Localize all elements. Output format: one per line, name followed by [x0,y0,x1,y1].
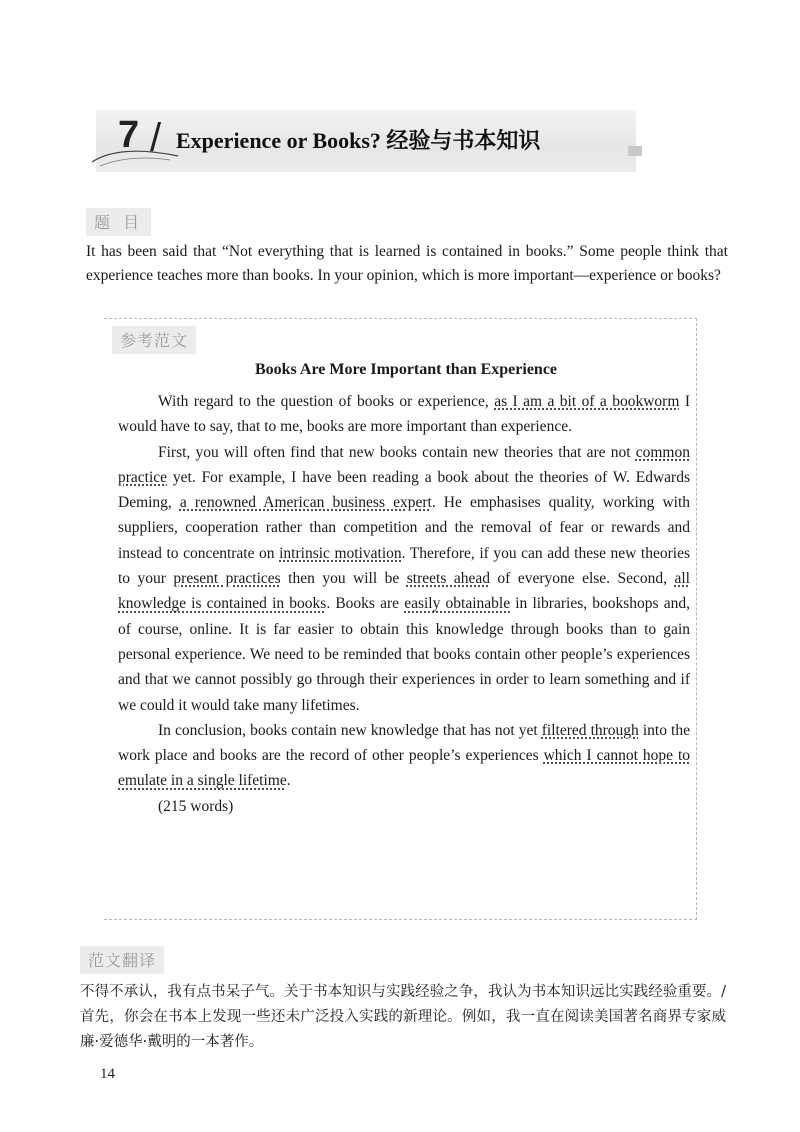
key-phrase: all knowledge is contained in books [118,570,690,613]
key-phrase: as I am a bit of a bookworm [494,393,680,410]
word-count: (215 words) [158,797,234,815]
translation-text: 不得不承认，我有点书呆子气。关于书本知识与实践经验之争，我认为书本知识远比实践经验重要。/首先，你会在书本上发现一些还未广泛投入实践的新理论。例如，我一直在阅读美国著名商界专家威廉·爱德华·戴明的一本著作。 [80,984,726,1050]
key-phrase: present practices [173,570,281,588]
essay-paragraph-2: First, you will often find that new books contain new theories that are not common practice yet. For example, I have been reading a book about the theories of W. Edwards Deming, a renowned American business expert. He emphasises quality, working with suppliers, cooperation rather than competition and the removal of fear or rewards and instead to concentrate on intrinsic motivation. Therefore, if you can add these new theories to your present practices then you will be streets ahead of everyone else. Second, all knowledge is contained in books. Books are easily obtainable in libraries, bookshops and, of course, online. It is far easier to obtain this knowledge through books than to gain personal experience. We need to be reminded that books contain other people’s experiences and that we cannot possibly go through their experiences in order to learn something and if we could it would take many lifetimes. [118,443,691,714]
topic-prompt: It has been said that “Not everything that is learned is contained in books.” Some people think that experience teaches more than books. In your opinion, which is more important—experience or books? [86,243,728,284]
chapter-title: Experience or Books? 经验与书本知识 [176,128,541,153]
topic-label: 题 目 [86,208,151,236]
chapter-number: 7 [118,114,140,156]
chapter-divider: / [150,116,162,160]
essay-body [118,389,690,819]
key-phrase: filtered through [541,721,639,739]
essay-title: Books Are More Important than Experience [254,361,558,378]
key-phrase: a renowned American business expert [179,494,432,512]
model-essay-label: 参考范文 [112,326,196,354]
translation-label: 范文翻译 [80,946,164,974]
essay-paragraph-1: With regard to the question of books or experience, as I am a bit of a bookworm I would have to say, that to me, books are more important than experience. [118,393,690,436]
key-phrase: which I cannot hope to emulate in a single lifetime [118,747,690,790]
key-phrase: intrinsic motivation [279,544,402,562]
key-phrase: easily obtainable [404,595,511,613]
page-number: 14 [100,1066,115,1082]
key-phrase: streets ahead [406,570,490,588]
essay-paragraph-3: In conclusion, books contain new knowledge that has not yet filtered through into the work place and books are the record of other people’s experiences which I cannot hope to emulate in a single lifetime. [118,721,690,790]
key-phrase: common practice [118,443,690,486]
